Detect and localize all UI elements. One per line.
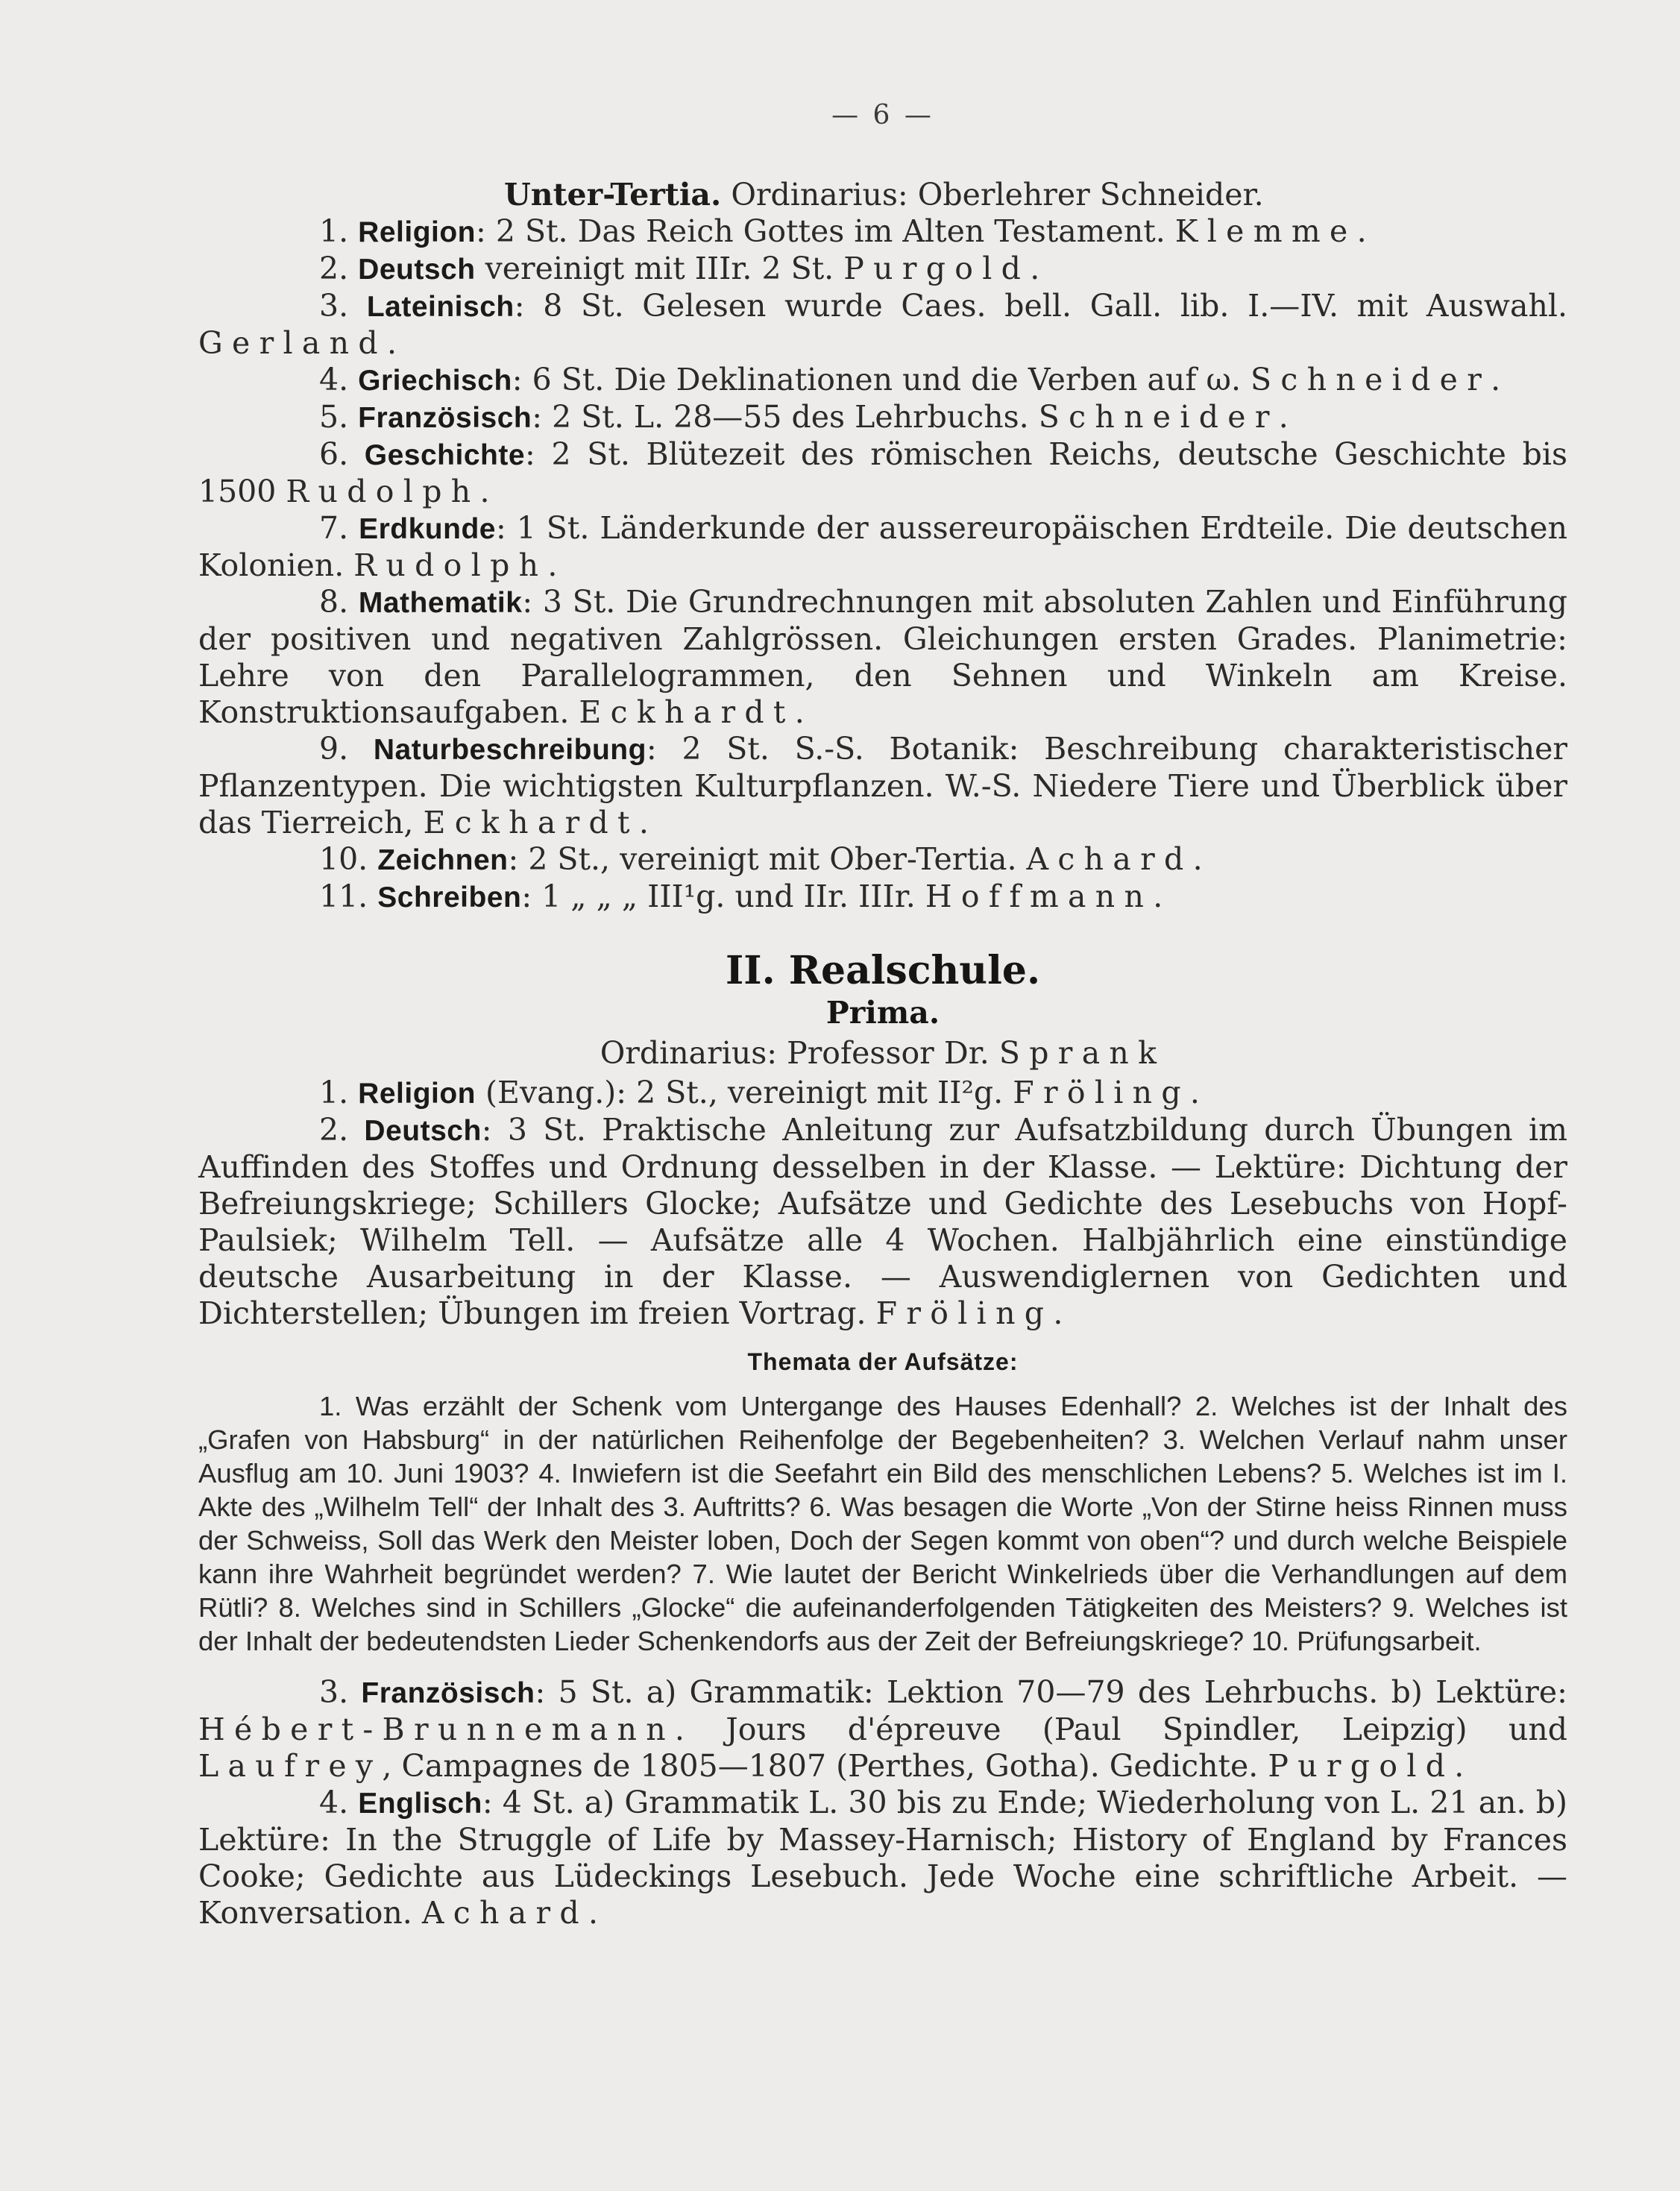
subject-text: : 4 St. a) Grammatik L. 30 bis zu Ende; Wiederholung von L. 21 an. b) Lektüre: In the Struggle of Life by Massey-Harnisch; History of England by Frances Cooke; Gedichte aus Lüdeckings Lesebuch. Jede Woche eine schriftliche Arbeit. — Konversation. (198, 1785, 1567, 1931)
subject-num: 9. (319, 731, 349, 767)
subject-end: . (386, 325, 397, 361)
subject-end: . (1454, 1748, 1465, 1784)
subject-text: : 5 St. a) Grammatik: Lektion 70—79 des Lehrbuchs. b) Lektüre: (535, 1674, 1567, 1710)
subject-text: (Evang.): 2 St., vereinigt mit II²g. (476, 1075, 1013, 1110)
subject-item (198, 213, 1567, 251)
subject-end: . (794, 694, 805, 730)
teacher-name: Fröling (875, 1295, 1054, 1331)
subject-item (198, 731, 1567, 841)
teacher-name: Achard (1026, 841, 1193, 877)
subject-franzoesisch-prima (198, 1674, 1567, 1785)
subject-num: 6. (319, 436, 349, 472)
subject-name: Religion (358, 216, 476, 248)
subject-text: : 2 St. S.-S. Botanik: Beschreibung charakteristischer Pflanzentypen. Die wichtigsten Kulturpflanzen. W.-S. Niedere Tiere und Überblick über das Tierreich, (198, 731, 1567, 840)
subject-end: . (588, 1895, 598, 1931)
subject-text: : 6 St. Die Deklinationen und die Verben auf ω. (512, 362, 1251, 397)
subject-text: : 2 St., vereinigt mit Ober-Tertia. (508, 841, 1027, 877)
subject-text: : 1 St. Länderkunde der aussereuropäischen Erdteile. Die deutschen Kolonien. (198, 510, 1567, 583)
themata-heading: Themata der Aufsätze: (747, 1348, 1019, 1375)
subject-item (198, 362, 1567, 399)
subject-end: . (1030, 251, 1040, 286)
unter-tertia-subjects (198, 213, 1567, 916)
teacher-name: Fröling (1013, 1075, 1190, 1110)
subject-num: 4. (319, 1785, 349, 1820)
subject-name: Französisch (358, 402, 532, 434)
prima-ordinarius (198, 1035, 1567, 1072)
teacher-name: Gerland (198, 325, 387, 361)
subject-end: . (1356, 213, 1367, 249)
subject-end: . (1491, 362, 1501, 397)
subject-num: 10. (319, 841, 368, 877)
subject-name: Schreiben (377, 881, 522, 914)
subject-name: Zeichnen (377, 844, 509, 876)
subject-name: Englisch (358, 1788, 482, 1820)
teacher-name: Purgold (843, 251, 1031, 286)
subject-text: : 2 St. Blütezeit des römischen Reichs, deutsche Geschichte bis 1500 (198, 436, 1567, 509)
ordinarius-name: Sprank (998, 1035, 1166, 1071)
subject-end: . (1153, 878, 1163, 914)
subject-end: . (1192, 841, 1203, 877)
subject-text: vereinigt mit IIIr. 2 St. (475, 251, 844, 286)
subject-name: Französisch (361, 1677, 535, 1709)
subject-num: 7. (319, 510, 349, 546)
subject-deutsch-prima (198, 1112, 1567, 1332)
subject-item (198, 584, 1567, 731)
teacher-name: Eckhardt (423, 805, 639, 840)
subject-num: 4. (319, 362, 349, 397)
subject-end: . (638, 805, 649, 840)
subject-num: 2. (319, 1112, 349, 1148)
subject-num: 11. (319, 878, 368, 914)
subject-name: Deutsch (358, 254, 476, 286)
subject-name: Geschichte (364, 439, 526, 471)
subject-text: : 2 St. Das Reich Gottes im Alten Testament. (476, 213, 1175, 249)
subject-religion-prima (198, 1075, 1567, 1112)
subject-text: : 3 St. Praktische Anleitung zur Aufsatzbildung durch Übungen im Auffinden des Stoffes und Ordnung desselben in der Klasse. — Lektüre: Dichtung der Befreiungskriege; Schillers Glocke; Aufsätze und Gedichte des Lesebuchs von Hopf-Paulsiek; Wilhelm Tell. — Aufsätze alle 4 Wochen. Halbjährlich eine einstündige deutsche Ausarbeitung in der Klasse. — Auswendiglernen von Gedichten und Dichterstellen; Übungen im freien Vortrag. (198, 1112, 1567, 1331)
subject-name: Naturbeschreibung (373, 734, 646, 766)
teacher-name-a: Hébert-Brunnemann (198, 1711, 675, 1747)
class-title-prima: Prima. (825, 995, 940, 1031)
class-title: Unter-Tertia. (504, 177, 722, 213)
page-content (198, 97, 1567, 1931)
teacher-name: Hoffmann (925, 878, 1154, 914)
section-title: II. Realschule. (725, 948, 1041, 993)
subject-item (198, 510, 1567, 584)
subject-end: . (1053, 1295, 1063, 1331)
themata-text: 1. Was erzählt der Schenk vom Untergange des Hauses Edenhall? 2. Welches ist der Inhalt des „Grafen von Habsburg“ in der natürlichen Reihenfolge der Begebenheiten? 3. Welchen Verlauf nahm unser Ausflug am 10. Juni 1903? 4. Inwiefern ist die Seefahrt ein Bild des menschlichen Lebens? 5. Welches ist im I. Akte des „Wilhelm Tell“ der Inhalt des 3. Auftritts? 6. Was besagen die Worte „Von der Stirne heiss Rinnen muss der Schweiss, Soll das Werk den Meister loben, Doch der Segen kommt von oben“? und durch welche Beispiele kann ihre Wahrheit begründet werden? 7. Wie lautet der Bericht Winkelrieds über die Verhandlungen auf dem Rütli? 8. Welches sind in Schillers „Glocke“ die aufeinanderfolgenden Tätigkeiten des Meisters? 9. Welches ist der Inhalt der bedeutendsten Lieder Schenkendorfs aus der Zeit der Befreiungskriege? 10. Prüfungsarbeit. (198, 1391, 1567, 1656)
subject-item (198, 399, 1567, 436)
subject-name: Religion (358, 1078, 476, 1110)
subject-end: . (547, 547, 558, 583)
subject-end: . (1189, 1075, 1200, 1110)
teacher-name: Schneider (1038, 399, 1279, 435)
subject-num: 3. (319, 288, 349, 324)
subject-name: Deutsch (364, 1115, 482, 1147)
subject-num: 8. (319, 584, 349, 620)
teacher-name: Rudolph (286, 474, 480, 509)
class-heading-unter-tertia (198, 177, 1567, 213)
subject-name: Mathematik (358, 587, 523, 619)
teacher-name: Achard (421, 1895, 588, 1931)
subject-text: : 2 St. L. 28—55 des Lehrbuchs. (532, 399, 1039, 435)
subject-item (198, 841, 1567, 878)
subject-num: 1. (319, 1075, 349, 1110)
subject-name: Erdkunde (359, 513, 496, 545)
ordinarius-prefix: Ordinarius: Professor Dr. (600, 1035, 999, 1071)
subject-item (198, 878, 1567, 916)
subject-end: . (1278, 399, 1289, 435)
teacher-name: Eckhardt (579, 694, 795, 730)
subject-num: 2. (319, 251, 349, 286)
subject-num: 3. (319, 1674, 349, 1710)
subject-item (198, 436, 1567, 510)
teacher-name-b: Laufrey (198, 1748, 383, 1784)
subject-englisch-prima (198, 1785, 1567, 1931)
subject-text: : 8 St. Gelesen wurde Caes. bell. Gall. lib. I.—IV. mit Auswahl. (514, 288, 1567, 324)
subject-name: Lateinisch (366, 291, 515, 323)
teacher-name: Klemme (1174, 213, 1357, 249)
subject-text: : 3 St. Die Grundrechnungen mit absoluten Zahlen und Einführung der positiven und negativen Zahlgrössen. Gleichungen ersten Grades. Planimetrie: Lehre von den Parallelogrammen, den Sehnen und Winkeln am Kreise. Konstruktionsaufgaben. (198, 584, 1567, 730)
subject-item (198, 288, 1567, 362)
subject-text: : 1 „ „ „ III¹g. und IIr. IIIr. (521, 878, 925, 914)
subject-end: . (479, 474, 490, 509)
teacher-name: Purgold (1268, 1748, 1455, 1784)
page-number: — 6 — (831, 100, 934, 131)
subject-name: Griechisch (358, 365, 512, 397)
teacher-name: Schneider (1250, 362, 1491, 397)
subject-num: 1. (319, 213, 349, 249)
subject-item (198, 251, 1567, 288)
class-ordinarius: Ordinarius: Oberlehrer Schneider. (731, 177, 1264, 213)
subject-num: 5. (319, 399, 349, 435)
teacher-name: Rudolph (353, 547, 548, 583)
subject-text-mid2: , Campagnes de 1805—1807 (Perthes, Gotha). Gedichte. (382, 1748, 1268, 1784)
subject-text-mid: . Jours d'épreuve (Paul Spindler, Leipzig) und (674, 1711, 1567, 1747)
